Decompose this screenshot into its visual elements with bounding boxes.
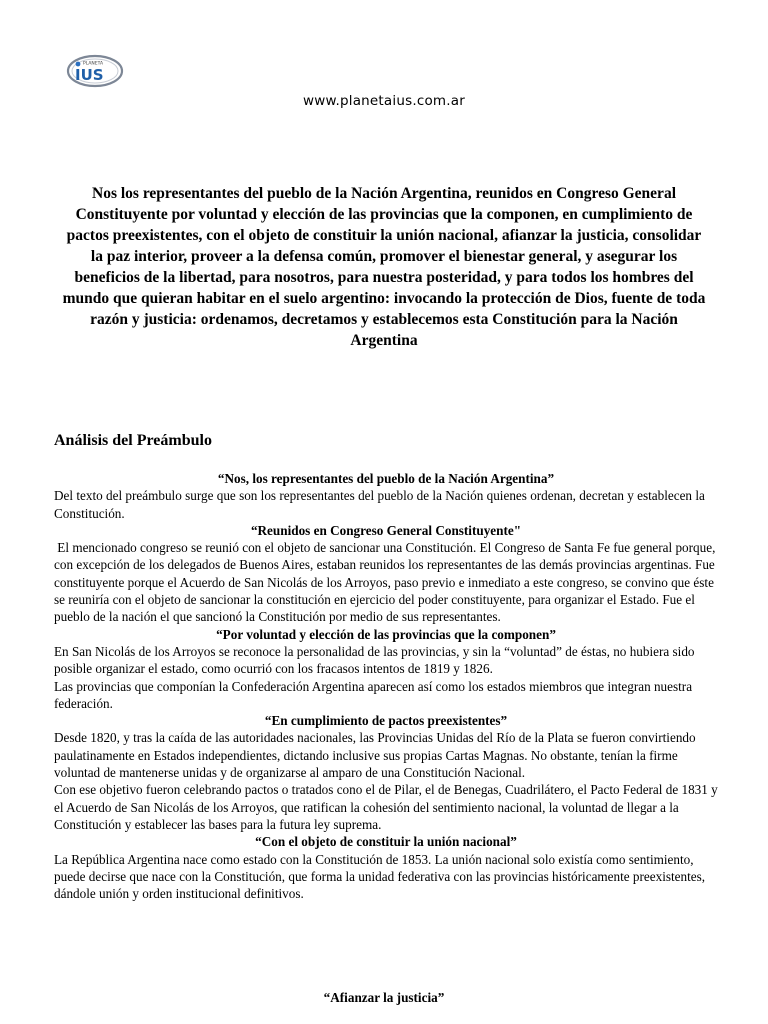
preamble-text: Nos los representantes del pueblo de la Nación Argentina, reunidos en Congreso General Constituyente por voluntad y elección de las provincias que la componen, en cumplimiento de pactos preexistentes, con el objeto de constituir la unión nacional, afianzar la justicia, consolidar la paz interior, proveer a la defensa común, promover el bienestar general, y asegurar los beneficios de la libertad, para nosotros, para nuestra posteridad, y para todos los hombres del mundo que quieran habitar en el suelo argentino: invocando la protección de Dios, fuente de toda razón y justicia: ordenamos, decretamos y establecemos esta Constitución para la Nación Argentina (62, 185, 706, 349)
section-title: “En cumplimiento de pactos preexistentes” (264, 713, 508, 729)
section-paragraph: Las provincias que componían la Confederación Argentina aparecen así como los estados miembros que integran nuestra federación. (54, 678, 693, 711)
section-paragraph: En San Nicolás de los Arroyos se reconoce la personalidad de las provincias, y sin la “voluntad” de éstas, no hubiera sido posible organizar el estado, como ocurrió con los fracasos intentos de 1819 y 1826. (54, 643, 695, 677)
site-url[interactable]: www.planetaius.com.ar (303, 93, 465, 109)
section-paragraph: El mencionado congreso se reunió con el objeto de sancionar una Constitución. El Congreso de Santa Fe fue general porque, con excepción de los delegados de Buenos Aires, estaban reunidos los representantes de las demás provincias argentinas. Fue constituyente porque el Acuerdo de San Nicolás de los Arroyos, paso previo e inmediato a este congreso, se convino que éste se reuniría con el objeto de sancionar la constitución en ejercicio del poder constituyente, para organizar el Estado. Fue el pueblo de la nación el que sancionó la Constitución por medio de sus representantes. (54, 540, 719, 625)
section-title: “Por voluntad y elección de las provincias que la componen” (216, 626, 556, 642)
planetaius-logo (66, 53, 124, 89)
section-paragraph: La República Argentina nace como estado con la Constitución de 1853. La unión nacional solo existía como sentimiento, puede decirse que nace con la Constitución, que forma la unidad federativa con las provincias históricamente preexistentes, dándole unión y orden institucional definitivos. (54, 851, 706, 902)
analysis-heading: Análisis del Preámbulo (54, 432, 212, 449)
section-title: “Reunidos en Congreso General Constituyente" (250, 522, 522, 538)
section-title-next: “Afianzar la justicia” (323, 990, 445, 1005)
logo-text: IUS (75, 66, 104, 84)
section-title: “Nos, los representantes del pueblo de la Nación Argentina” (217, 471, 555, 486)
section-paragraph: Del texto del preámbulo surge que son los representantes del pueblo de la Nación quienes ordenan, decretan y establecen la Constitución. (54, 488, 705, 521)
planetaius-logo-mark (66, 53, 124, 89)
logo-small-text: PLANETA (83, 61, 104, 67)
section-title: “Con el objeto de constituir la unión nacional” (255, 834, 517, 850)
analysis-body (54, 470, 718, 902)
section-paragraph: Con ese objetivo fueron celebrando pactos o tratados cono el de Pilar, el de Benegas, Cuadrilátero, el Pacto Federal de 1831 y el Acuerdo de San Nicolás de los Arroyos, que ratifican la cohesión del sentimiento nacional, la voluntad de llegar a la Constitución y establecer las bases para la futura ley suprema. (54, 782, 718, 832)
section-paragraph: Desde 1820, y tras la caída de las autoridades nacionales, las Provincias Unidas del Río de la Plata se fueron convirtiendo paulatinamente en Estados independientes, dictando inclusive sus propias Cartas Magnas. No obstante, tenían la firme voluntad de mantenerse unidas y de organizarse al amparo de una Constitución Nacional. (54, 730, 696, 781)
